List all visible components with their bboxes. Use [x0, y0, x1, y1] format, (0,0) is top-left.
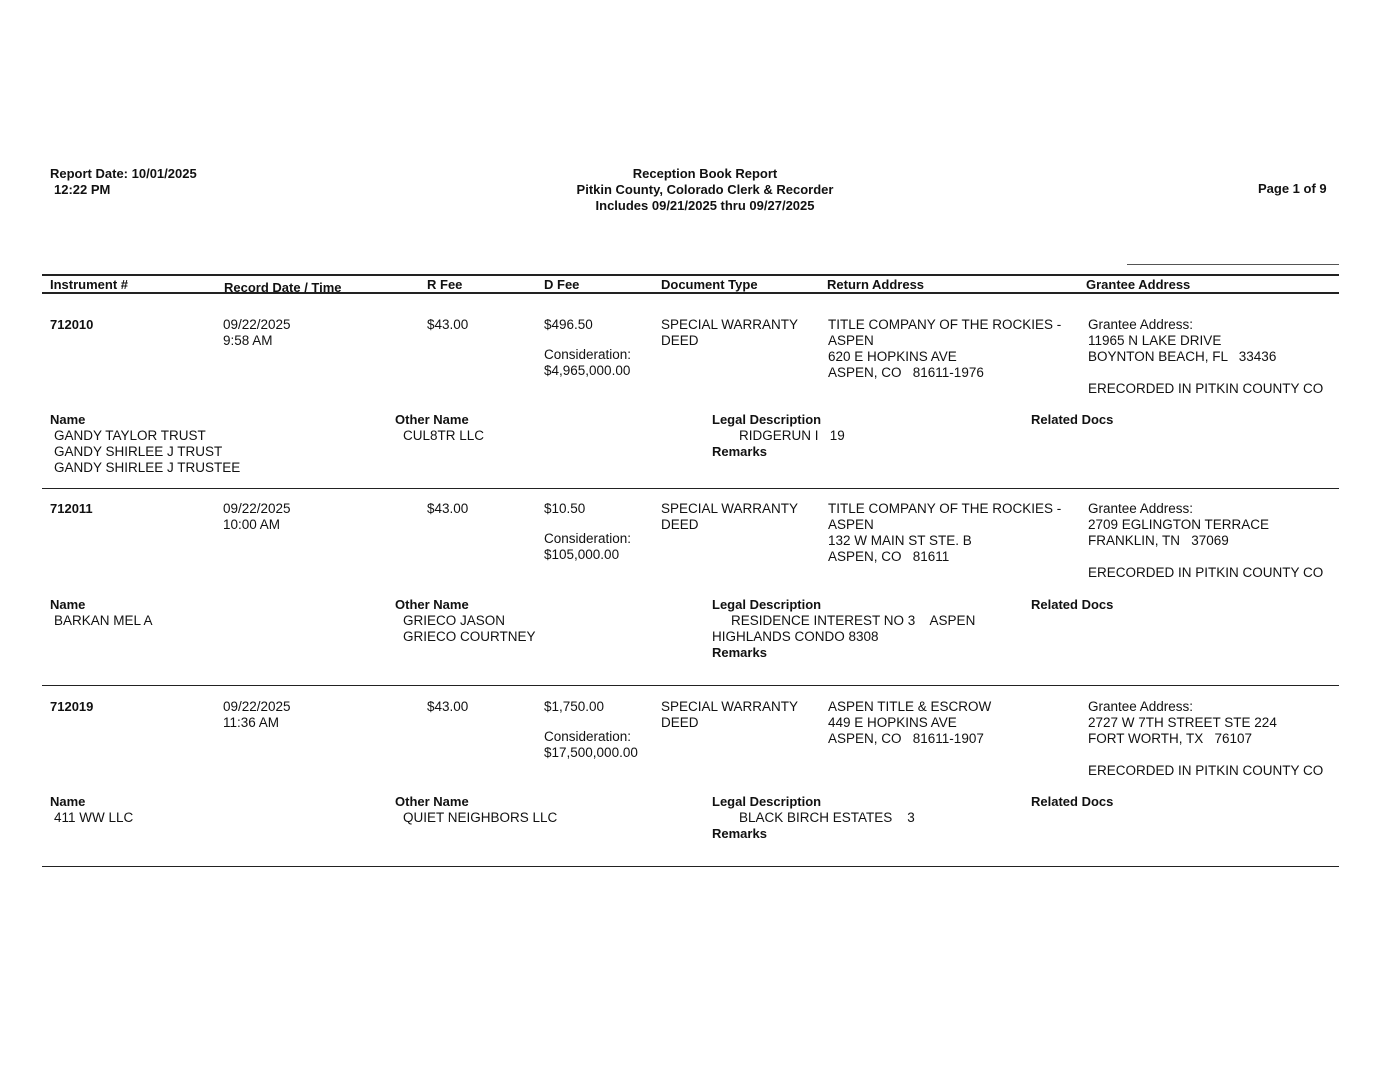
record-time: 10:00 AM: [223, 517, 281, 532]
document-type-line: DEED: [661, 333, 699, 348]
erecorded-note: ERECORDED IN PITKIN COUNTY CO: [1088, 381, 1324, 396]
remarks-label: Remarks: [712, 444, 767, 459]
record-divider: [42, 488, 1339, 489]
return-address-line: ASPEN, CO 81611-1976: [828, 365, 984, 380]
document-type-line: SPECIAL WARRANTY: [661, 501, 799, 516]
remarks-label: Remarks: [712, 826, 767, 841]
grantee-address-line: FRANKLIN, TN 37069: [1088, 533, 1229, 548]
col-record-date: Record Date / Time: [224, 280, 342, 295]
consideration-label: Consideration:: [544, 729, 632, 744]
legal-description-value: BLACK BIRCH ESTATES 3: [739, 810, 915, 825]
report-title: Reception Book Report: [632, 166, 778, 181]
name-value: GANDY SHIRLEE J TRUST: [54, 444, 223, 459]
grantee-address-line: FORT WORTH, TX 76107: [1088, 731, 1253, 746]
return-address-line: 620 E HOPKINS AVE: [828, 349, 957, 364]
grantee-address-label: Grantee Address:: [1088, 699, 1194, 714]
return-address-line: ASPEN: [828, 517, 874, 532]
r-fee: $43.00: [427, 317, 469, 332]
consideration-label: Consideration:: [544, 347, 632, 362]
grantee-address-line: BOYNTON BEACH, FL 33436: [1088, 349, 1277, 364]
report-time: 12:22 PM: [54, 182, 111, 197]
grantee-address-line: 2727 W 7TH STREET STE 224: [1088, 715, 1277, 730]
consideration-value: $17,500,000.00: [544, 745, 638, 760]
name-label: Name: [50, 412, 86, 427]
legal-description-value: RIDGERUN I 19: [739, 428, 845, 443]
header-rule-short: [1127, 264, 1339, 265]
consideration-value: $4,965,000.00: [544, 363, 631, 378]
record-date: 09/22/2025: [223, 501, 291, 516]
record-divider: [42, 866, 1339, 867]
record-time: 9:58 AM: [223, 333, 273, 348]
instrument-number: 712019: [50, 699, 94, 714]
name-label: Name: [50, 597, 86, 612]
erecorded-note: ERECORDED IN PITKIN COUNTY CO: [1088, 565, 1324, 580]
d-fee: $10.50: [544, 501, 586, 516]
return-address-line: ASPEN, CO 81611: [828, 549, 950, 564]
related-docs-label: Related Docs: [1031, 794, 1114, 809]
return-address-line: 132 W MAIN ST STE. B: [828, 533, 972, 548]
col-document-type: Document Type: [661, 277, 758, 292]
grantee-address-line: 11965 N LAKE DRIVE: [1088, 333, 1222, 348]
return-address-line: TITLE COMPANY OF THE ROCKIES -: [828, 317, 1062, 332]
other-name-label: Other Name: [395, 597, 469, 612]
legal-description-label: Legal Description: [712, 794, 822, 809]
col-r-fee: R Fee: [427, 277, 463, 292]
other-name-value: QUIET NEIGHBORS LLC: [403, 810, 558, 825]
return-address-line: 449 E HOPKINS AVE: [828, 715, 957, 730]
other-name-label: Other Name: [395, 794, 469, 809]
document-type-line: DEED: [661, 715, 699, 730]
r-fee: $43.00: [427, 501, 469, 516]
header-rule-top: [42, 274, 1339, 276]
remarks-label: Remarks: [712, 645, 767, 660]
legal-description-value: RESIDENCE INTEREST NO 3 ASPEN: [731, 613, 976, 628]
d-fee: $496.50: [544, 317, 593, 332]
record-date: 09/22/2025: [223, 317, 291, 332]
report-date: Report Date: 10/01/2025: [50, 166, 197, 181]
erecorded-note: ERECORDED IN PITKIN COUNTY CO: [1088, 763, 1324, 778]
other-name-value: CUL8TR LLC: [403, 428, 485, 443]
document-type-line: SPECIAL WARRANTY: [661, 699, 799, 714]
return-address-line: ASPEN TITLE & ESCROW: [828, 699, 992, 714]
instrument-number: 712010: [50, 317, 94, 332]
legal-description-value: HIGHLANDS CONDO 8308: [712, 629, 879, 644]
name-label: Name: [50, 794, 86, 809]
other-name-value: GRIECO JASON: [403, 613, 506, 628]
return-address-line: ASPEN, CO 81611-1907: [828, 731, 984, 746]
page-number: Page 1 of 9: [1258, 181, 1327, 196]
col-return-address: Return Address: [827, 277, 925, 292]
col-instrument: Instrument #: [50, 277, 129, 292]
grantee-address-line: 2709 EGLINGTON TERRACE: [1088, 517, 1270, 532]
col-d-fee: D Fee: [544, 277, 580, 292]
document-type-line: DEED: [661, 517, 699, 532]
return-address-line: TITLE COMPANY OF THE ROCKIES -: [828, 501, 1062, 516]
grantee-address-label: Grantee Address:: [1088, 501, 1194, 516]
related-docs-label: Related Docs: [1031, 412, 1114, 427]
col-grantee-address: Grantee Address: [1086, 277, 1191, 292]
grantee-address-label: Grantee Address:: [1088, 317, 1194, 332]
return-address-line: ASPEN: [828, 333, 874, 348]
record-divider: [42, 685, 1339, 686]
record-time: 11:36 AM: [223, 715, 280, 730]
record-date: 09/22/2025: [223, 699, 291, 714]
name-value: GANDY TAYLOR TRUST: [54, 428, 206, 443]
document-type-line: SPECIAL WARRANTY: [661, 317, 799, 332]
other-name-value: GRIECO COURTNEY: [403, 629, 536, 644]
name-value: GANDY SHIRLEE J TRUSTEE: [54, 460, 241, 475]
consideration-value: $105,000.00: [544, 547, 620, 562]
name-value: 411 WW LLC: [54, 810, 134, 825]
other-name-label: Other Name: [395, 412, 469, 427]
related-docs-label: Related Docs: [1031, 597, 1114, 612]
consideration-label: Consideration:: [544, 531, 632, 546]
r-fee: $43.00: [427, 699, 469, 714]
d-fee: $1,750.00: [544, 699, 605, 714]
legal-description-label: Legal Description: [712, 412, 822, 427]
name-value: BARKAN MEL A: [54, 613, 153, 628]
legal-description-label: Legal Description: [712, 597, 822, 612]
report-range: Includes 09/21/2025 thru 09/27/2025: [595, 198, 815, 213]
report-subtitle: Pitkin County, Colorado Clerk & Recorder: [576, 182, 834, 197]
instrument-number: 712011: [50, 501, 93, 516]
